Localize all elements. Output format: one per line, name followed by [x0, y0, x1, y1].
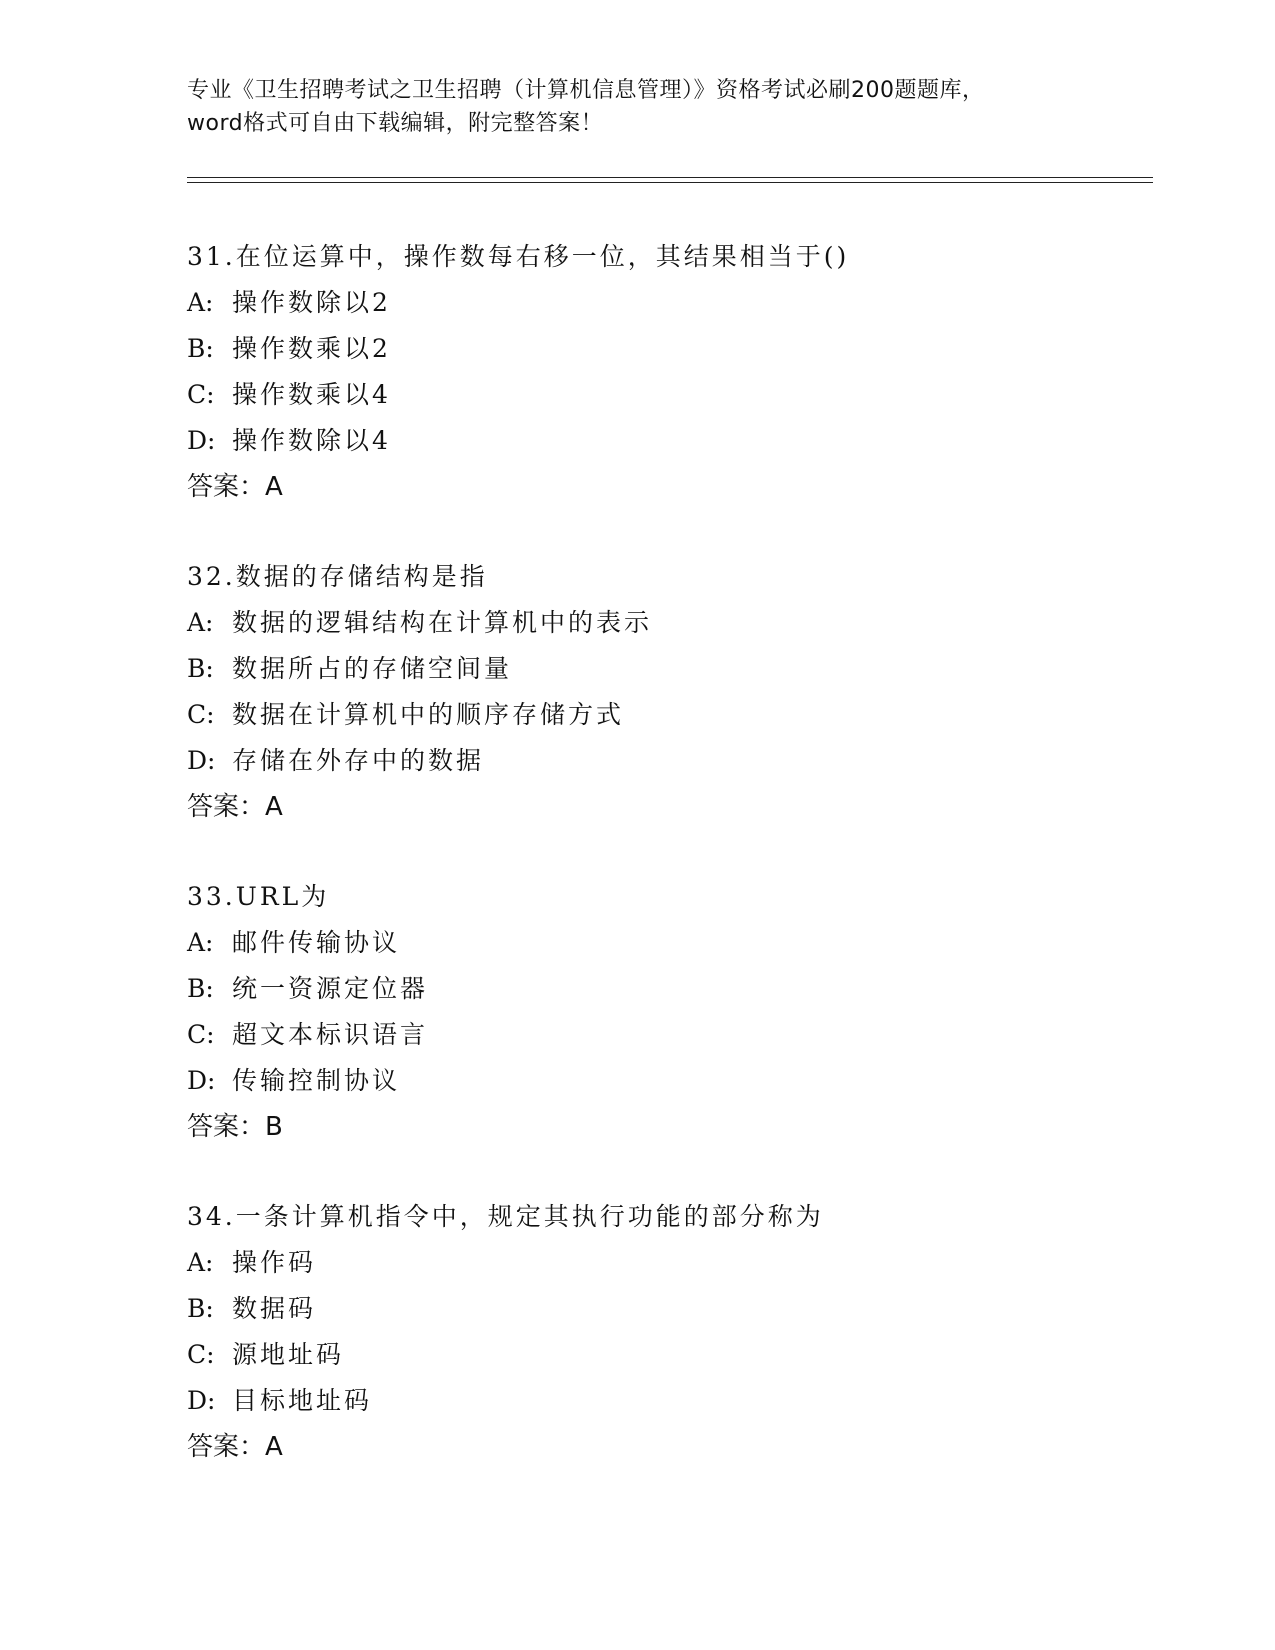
- option-c: [187, 372, 1147, 418]
- option-letter: A:: [187, 288, 214, 317]
- option-letter: C:: [187, 1020, 215, 1049]
- answer: 答案：A: [187, 1432, 283, 1462]
- option-text: 操作数除以4: [232, 426, 391, 455]
- option-d: [187, 738, 1147, 784]
- question-stem: 33.URL为: [187, 882, 330, 911]
- option-text: 统一资源定位器: [232, 974, 429, 1003]
- question-33: [187, 874, 1147, 1150]
- header-divider-top: [187, 177, 1153, 178]
- option-letter: D:: [187, 1386, 216, 1415]
- option-text: 操作数乘以4: [232, 380, 391, 409]
- header-title-line-2: word格式可自由下载编辑，附完整答案！: [187, 111, 604, 136]
- option-letter: B:: [187, 974, 214, 1003]
- option-text: 存储在外存中的数据: [232, 746, 485, 775]
- option-text: 数据在计算机中的顺序存储方式: [232, 700, 625, 729]
- option-letter: B:: [187, 654, 214, 683]
- question-32: [187, 554, 1147, 830]
- option-text: 源地址码: [232, 1340, 345, 1369]
- option-c: [187, 692, 1147, 738]
- option-text: 数据的逻辑结构在计算机中的表示: [232, 608, 653, 637]
- option-text: 操作码: [232, 1248, 317, 1277]
- option-d: [187, 418, 1147, 464]
- option-b: [187, 646, 1147, 692]
- option-text: 操作数除以2: [232, 288, 391, 317]
- option-letter: D:: [187, 426, 216, 455]
- option-c: [187, 1332, 1147, 1378]
- option-a: [187, 600, 1147, 646]
- option-letter: B:: [187, 1294, 214, 1323]
- option-a: [187, 920, 1147, 966]
- option-letter: C:: [187, 700, 215, 729]
- option-letter: A:: [187, 608, 214, 637]
- option-letter: A:: [187, 1248, 214, 1277]
- answer: 答案：B: [187, 1112, 283, 1142]
- option-text: 超文本标识语言: [232, 1020, 429, 1049]
- option-text: 数据所占的存储空间量: [232, 654, 513, 683]
- question-list: [187, 234, 1147, 1514]
- option-text: 邮件传输协议: [232, 928, 401, 957]
- header-title-line-1: 专业《卫生招聘考试之卫生招聘（计算机信息管理）》资格考试必刷200题题库，: [187, 78, 985, 103]
- option-letter: D:: [187, 1066, 216, 1095]
- question-stem: 32.数据的存储结构是指: [187, 562, 488, 591]
- question-stem: 34.一条计算机指令中，规定其执行功能的部分称为: [187, 1202, 824, 1231]
- option-c: [187, 1012, 1147, 1058]
- option-letter: A:: [187, 928, 214, 957]
- option-text: 操作数乘以2: [232, 334, 391, 363]
- header-divider-bottom: [187, 182, 1153, 183]
- question-31: [187, 234, 1147, 510]
- question-stem: 31.在位运算中，操作数每右移一位，其结果相当于(): [187, 242, 850, 271]
- option-a: [187, 1240, 1147, 1286]
- answer: 答案：A: [187, 792, 283, 822]
- option-b: [187, 326, 1147, 372]
- option-a: [187, 280, 1147, 326]
- question-34: [187, 1194, 1147, 1470]
- option-text: 传输控制协议: [232, 1066, 401, 1095]
- option-text: 目标地址码: [232, 1386, 373, 1415]
- option-b: [187, 1286, 1147, 1332]
- option-letter: C:: [187, 380, 215, 409]
- option-letter: B:: [187, 334, 214, 363]
- option-letter: C:: [187, 1340, 215, 1369]
- option-letter: D:: [187, 746, 216, 775]
- option-b: [187, 966, 1147, 1012]
- option-text: 数据码: [232, 1294, 317, 1323]
- document-header: [187, 74, 1087, 140]
- option-d: [187, 1058, 1147, 1104]
- answer: 答案：A: [187, 472, 283, 502]
- option-d: [187, 1378, 1147, 1424]
